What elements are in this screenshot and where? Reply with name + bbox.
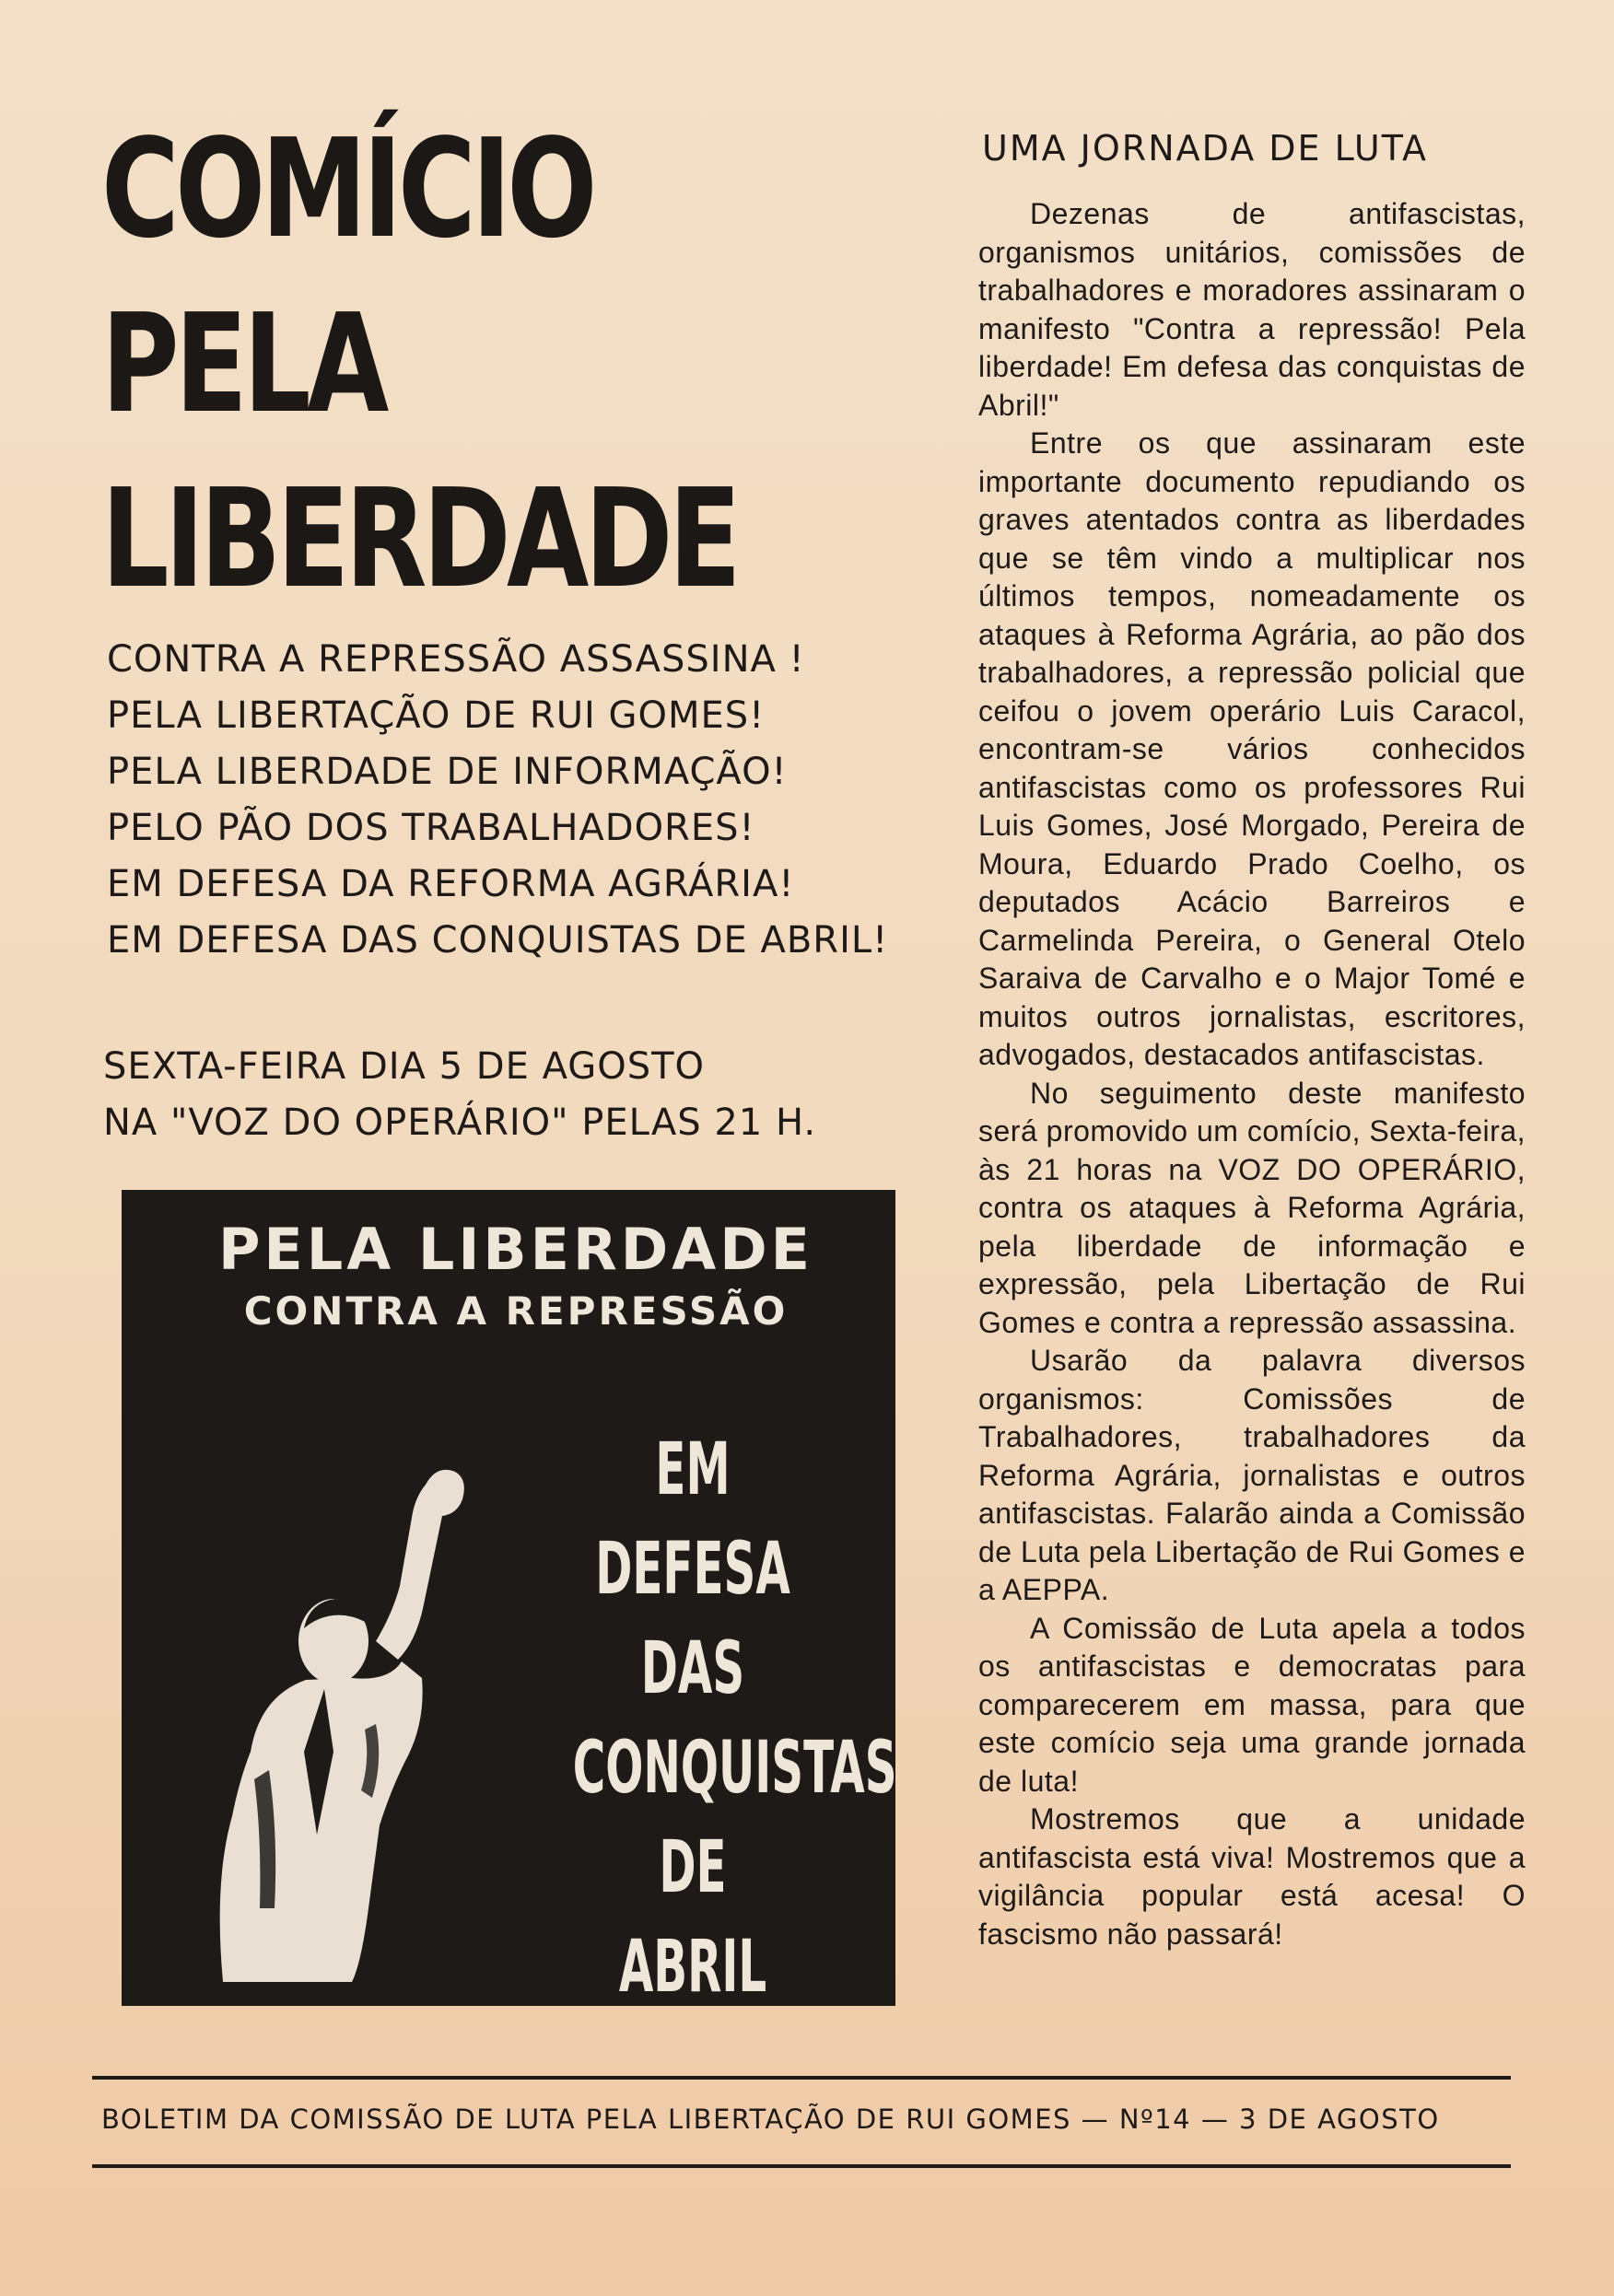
article-paragraph: No seguimento deste manifesto será promovido um comício, Sexta-feira, às 21 horas na VOZ DO OPERÁRIO, contra os ataques à Reforma Agrária, pela liberdade de informação e expressão, pela Libertação de Rui Gomes e contra a repressão assassina. — [978, 1076, 1526, 1339]
poster-slogan-line: CONQUISTAS — [572, 1727, 897, 1810]
event-date: SEXTA-FEIRA DIA 5 DE AGOSTO — [103, 1045, 706, 1088]
poster-slogan-line: DEFESA — [595, 1528, 790, 1611]
slogan: CONTRA A REPRESSÃO ASSASSINA ! — [107, 638, 805, 681]
article-paragraph: Entre os que assinaram este importante documento repudiando os graves atentados contra as liberdades que se têm vindo a multiplicar nos últimos tempos, nomeadamente os ataques à Reforma Agrária, ao pão dos trabalhadores, a repressão policial que ceifou o jovem operário Luis Caracol, encontram-se vários conhecidos antifascistas como os professores Rui Luis Gomes, José Morgado, Pereira de Moura, Eduardo Prado Coelho, os deputados Acácio Barreiros e Carmelinda Pereira, o General Otelo Saraiva de Carvalho e o Major Tomé e muitos outros jornalistas, escritores, advogados, destacados antifascistas. — [978, 426, 1526, 1071]
article-paragraph: Mostremos que a unidade antifascista está viva! Mostremos que a vigilância popular está acesa! O fascismo não passará! — [978, 1802, 1526, 1951]
event-details — [103, 1039, 816, 1151]
footer-text: BOLETIM DA COMISSÃO DE LUTA PELA LIBERTAÇÃO DE RUI GOMES — Nº14 — 3 DE AGOSTO — [101, 2104, 1440, 2135]
poster-slogan-line: ABRIL — [618, 1926, 767, 2009]
footer-rule-bottom — [92, 2164, 1511, 2168]
headline-line-3: LIBERDADE — [101, 460, 737, 618]
article-paragraph: Dezenas de antifascistas, organismos unitários, comissões de trabalhadores e moradores assinaram o manifesto "Contra a repressão! Pela liberdade! Em defesa das conquistas de Abril!" — [978, 197, 1526, 422]
slogan: EM DEFESA DAS CONQUISTAS DE ABRIL! — [107, 919, 889, 962]
article-paragraph: A Comissão de Luta apela a todos os antifascistas e democratas para comparecerem em massa, para que este comício seja uma grande jornada de luta! — [978, 1611, 1526, 1798]
raised-fist-figure-illustration — [195, 1448, 509, 1982]
poster-title: PELA LIBERDADE — [217, 1216, 814, 1283]
poster-slogan-line: DE — [659, 1826, 727, 1909]
footer-rule-top — [92, 2076, 1511, 2080]
article-column — [978, 125, 1526, 1953]
headline-line-2: PELA — [101, 285, 385, 443]
article-paragraph: Usarão da palavra diversos organismos: Comissões de Trabalhadores, trabalhadores da Reforma Agrária, jornalistas e outros antifascistas. Falarão ainda a Comissão de Luta pela Libertação de Rui Gomes e a AEPPA. — [978, 1344, 1526, 1606]
slogan: PELA LIBERDADE DE INFORMAÇÃO! — [107, 751, 788, 793]
slogan-list — [107, 632, 888, 969]
slogan: EM DEFESA DA REFORMA AGRÁRIA! — [107, 863, 795, 905]
poster-slogan-line: EM — [655, 1428, 731, 1511]
article-title: UMA JORNADA DE LUTA — [982, 128, 1428, 169]
poster-slogan-line: DAS — [640, 1627, 745, 1710]
headline-line-1: COMÍCIO — [101, 110, 593, 268]
slogan: PELA LIBERTAÇÃO DE RUI GOMES! — [107, 694, 766, 737]
poster-image — [122, 1190, 897, 2009]
poster-subtitle: CONTRA A REPRESSÃO — [243, 1288, 789, 1334]
headline — [101, 101, 737, 626]
poster-slogan — [499, 1420, 897, 2017]
event-venue: NA "VOZ DO OPERÁRIO" PELAS 21 H. — [103, 1101, 817, 1144]
slogan: PELO PÃO DOS TRABALHADORES! — [107, 807, 755, 849]
